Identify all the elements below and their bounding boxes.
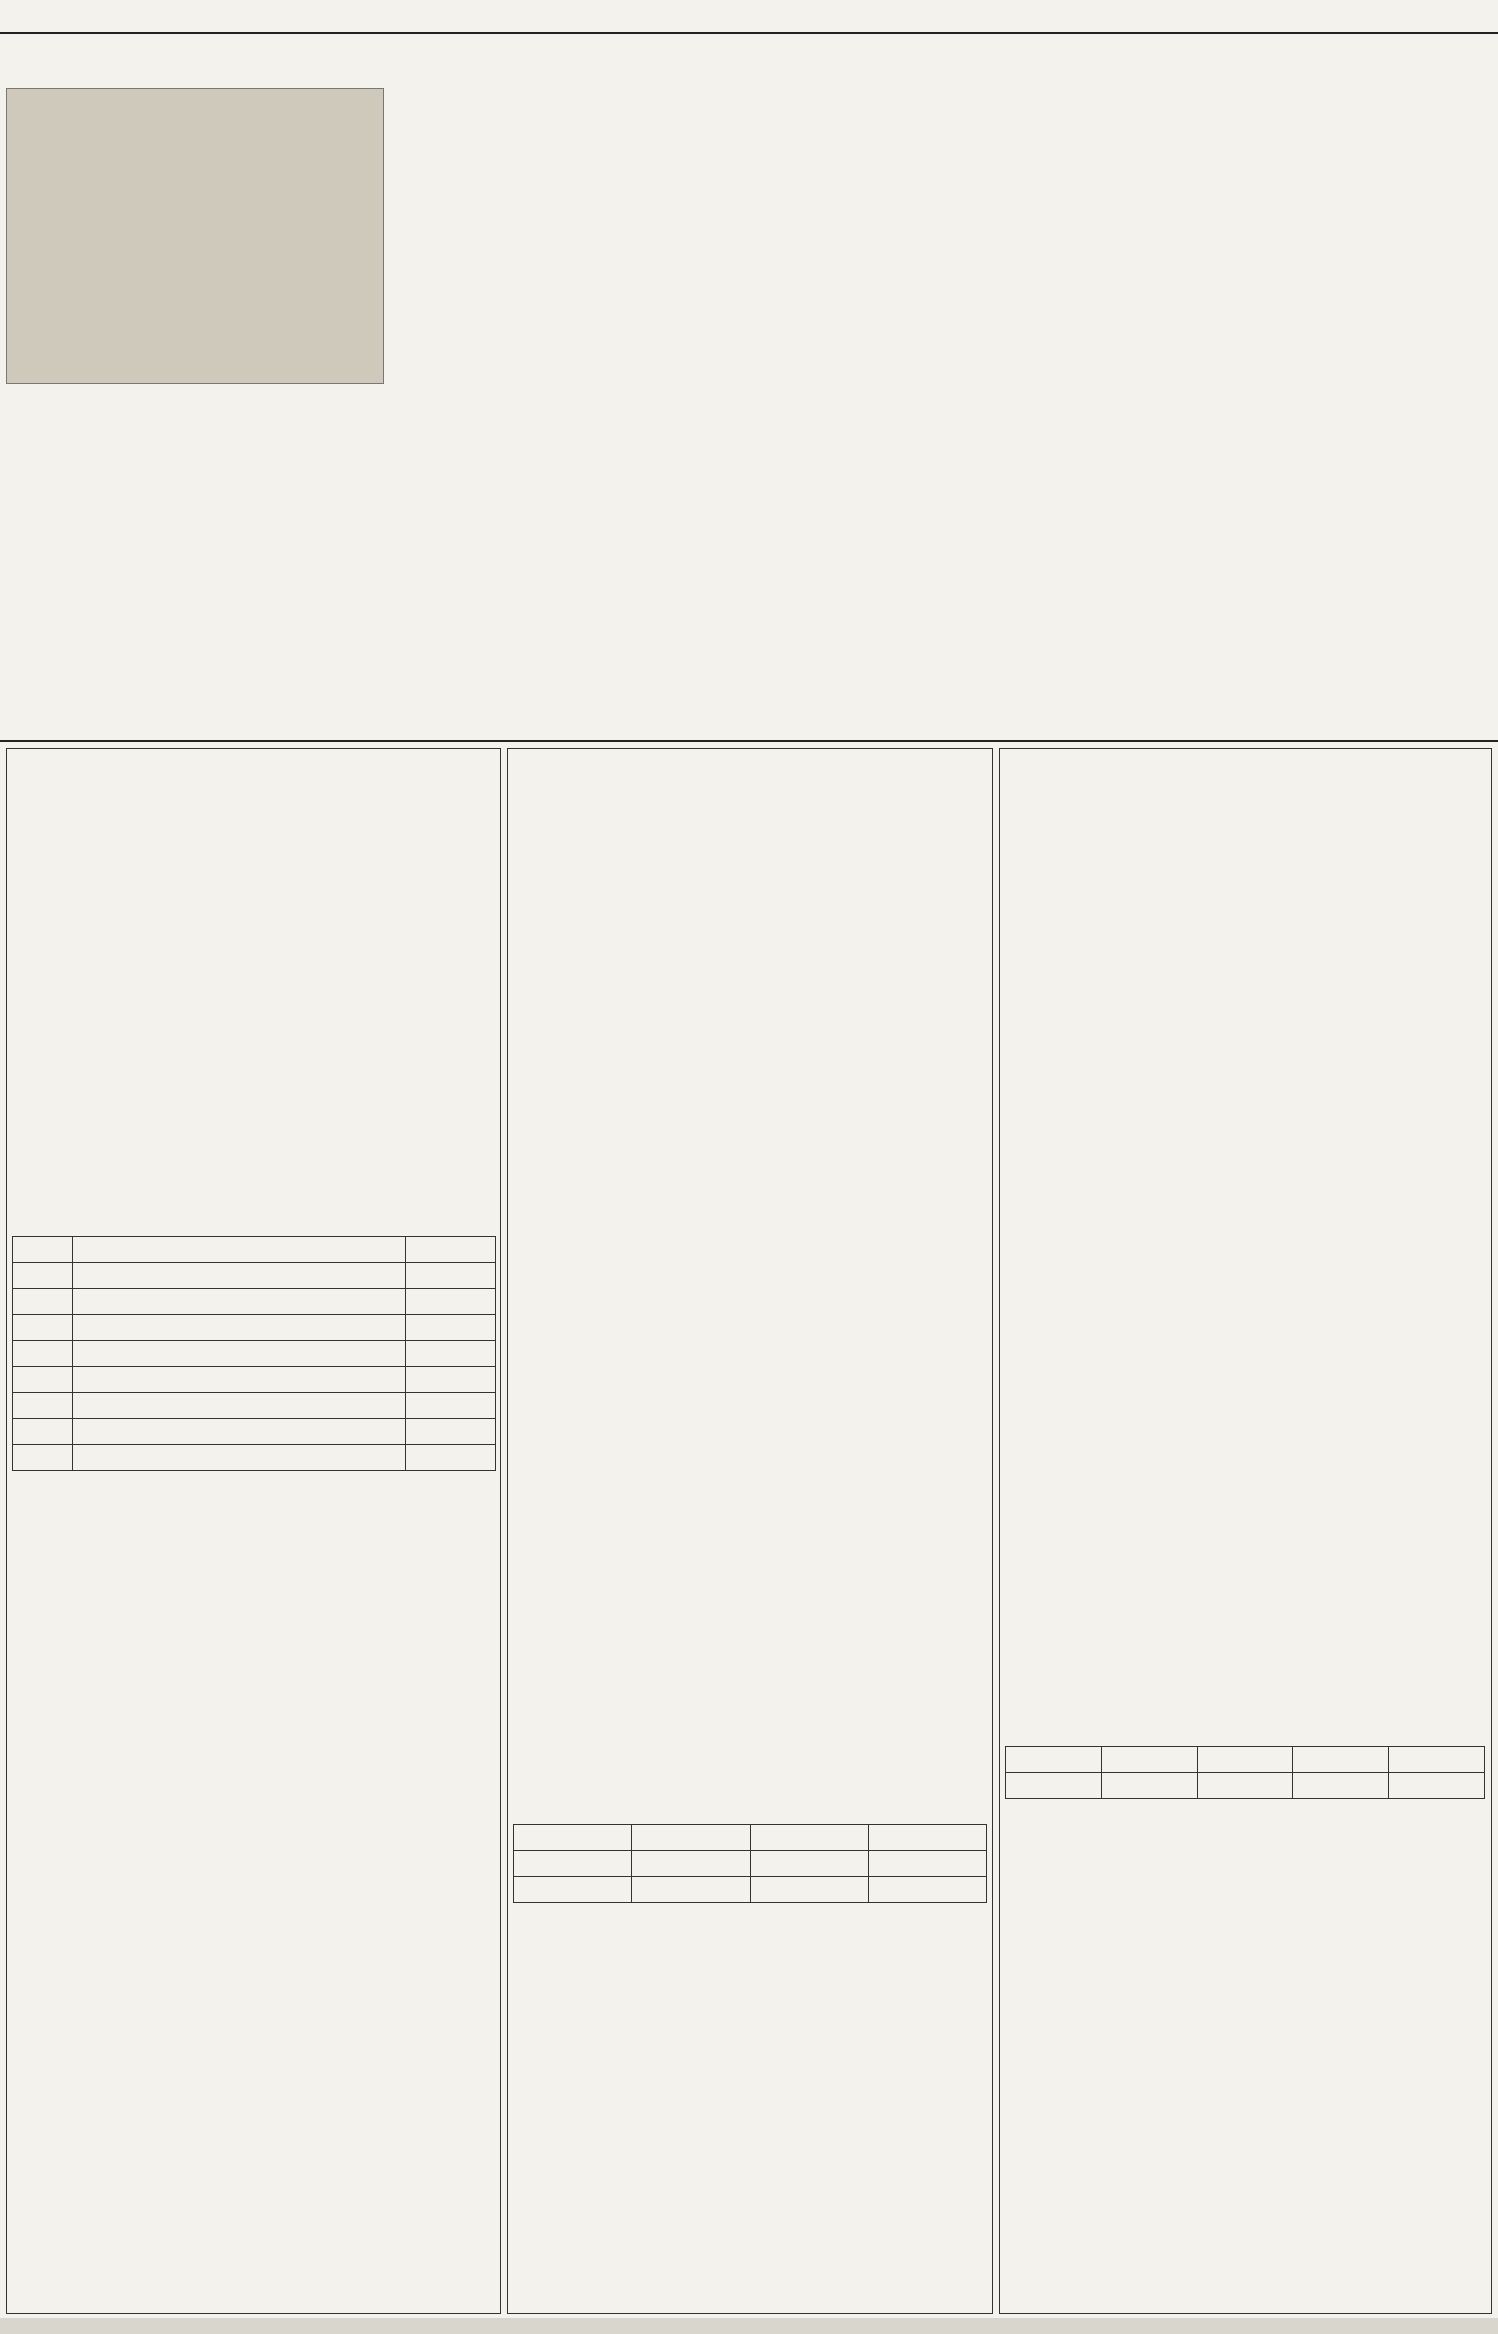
form-table-left: [12, 1236, 496, 1471]
story-4-body: [392, 660, 562, 734]
notice-left-text: [13, 755, 495, 2307]
notice-middle-text: [514, 755, 986, 2307]
notice-left-column: [6, 748, 501, 2314]
second-story-body: [572, 392, 1312, 732]
notice-right-text: [1006, 755, 1486, 2307]
form-table-right: [1005, 1746, 1485, 1799]
page-footer-bar: [0, 2318, 1498, 2334]
news-photo: [6, 88, 384, 384]
masthead: [0, 0, 1498, 34]
notice-middle-column: [507, 748, 993, 2314]
story-2-body: [392, 96, 562, 336]
story-7-body: [1322, 130, 1492, 734]
form-table-middle: [513, 1824, 987, 1903]
notice-right-column: [999, 748, 1492, 2314]
section-divider: [0, 740, 1498, 742]
story-1-body: [6, 414, 384, 734]
lead-story-body: [572, 118, 1312, 318]
story-3-body: [392, 380, 562, 610]
